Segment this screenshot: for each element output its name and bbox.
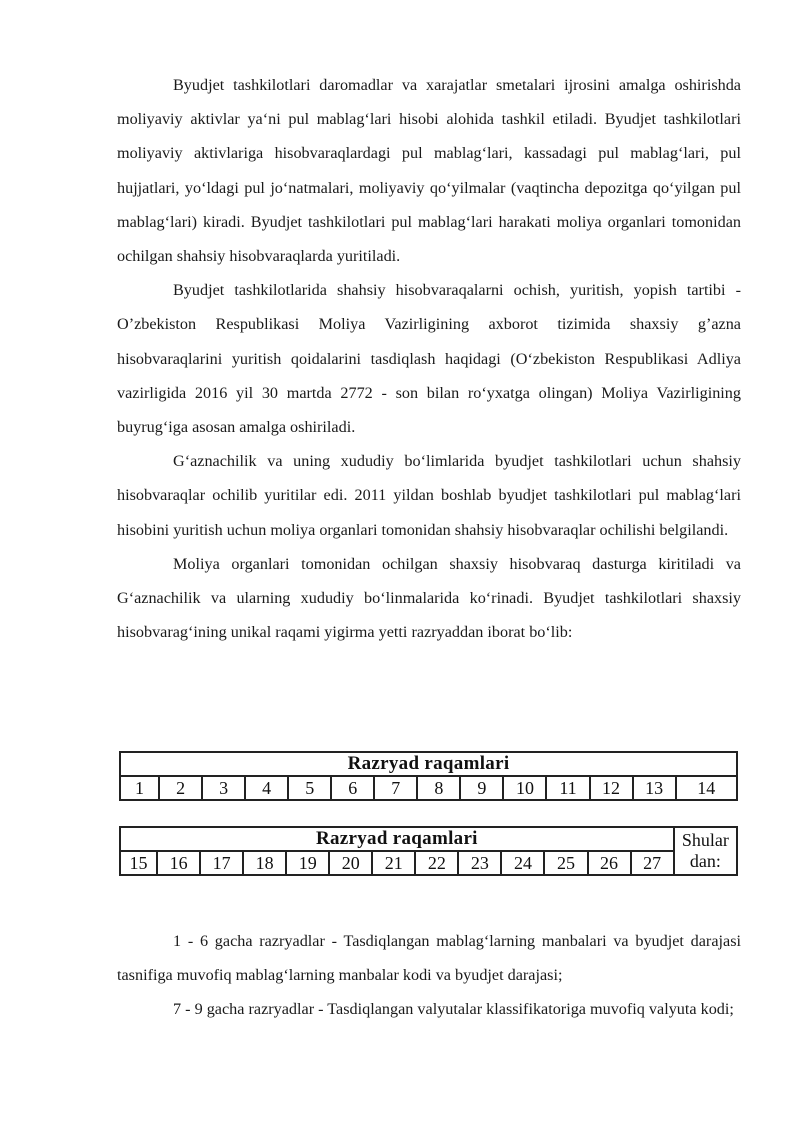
table-header: Razryad raqamlari <box>120 827 674 851</box>
digit-cell: 9 <box>460 776 503 800</box>
side-label-line2: dan: <box>689 851 721 871</box>
digit-cell: 25 <box>544 851 587 875</box>
digit-cell: 13 <box>633 776 676 800</box>
digit-cell: 14 <box>676 776 737 800</box>
document-body <box>117 68 741 649</box>
digit-cell: 26 <box>588 851 631 875</box>
paragraph: Byudjet tashkilotlarida shahsiy hisobvaraqalarni ochish, yuritish, yopish tartibi - O’zbekiston Respublikasi Moliya Vazirligining axborot tizimida shaxsiy g’azna hisobvaraqlarini yuritish qoidalarini tasdiqlash haqidagi (O‘zbekiston Respublikasi Adliya vazirligida 2016 yil 30 martda 2772 - son bilan ro‘yxatga olingan) Moliya Vazirligining buyrug‘iga asosan amalga oshiriladi. <box>117 281 741 437</box>
digit-cell: 17 <box>200 851 243 875</box>
digit-table-1 <box>119 751 738 801</box>
digit-cell: 3 <box>202 776 245 800</box>
digit-cell: 24 <box>501 851 544 875</box>
digit-cell: 2 <box>159 776 202 800</box>
digit-cell: 11 <box>546 776 589 800</box>
digit-table-2 <box>119 826 738 876</box>
digit-cell: 21 <box>372 851 415 875</box>
digit-cell: 12 <box>590 776 633 800</box>
digit-cell: 6 <box>331 776 374 800</box>
digit-cell: 19 <box>286 851 329 875</box>
digit-cell: 1 <box>120 776 159 800</box>
digit-cell: 5 <box>288 776 331 800</box>
digit-cell: 7 <box>374 776 417 800</box>
side-label-line1: Shular <box>681 830 729 850</box>
paragraph: Moliya organlari tomonidan ochilgan shaxsiy hisobvaraq dasturga kiritiladi va G‘aznachilik va ularning xududiy bo‘linmalarida ko‘rinadi. Byudjet tashkilotlari shaxsiy hisobvarag‘ining unikal raqami yigirma yetti razryaddan iborat bo‘lib: <box>117 554 741 642</box>
table-header: Razryad raqamlari <box>120 752 737 776</box>
digit-cell: 23 <box>458 851 501 875</box>
paragraph: G‘aznachilik va uning xududiy bo‘limlarida byudjet tashkilotlari uchun shahsiy hisobvaraqlar ochilib yuritilar edi. 2011 yildan boshlab byudjet tashkilotlari pul mablag‘lari hisobini yuritish uchun moliya organlari tomonidan shahsiy hisobvaraqlar ochilishi belgilandi. <box>117 452 741 539</box>
digit-cell: 20 <box>329 851 372 875</box>
paragraph: 7 - 9 gacha razryadlar - Tasdiqlangan valyutalar klassifikatoriga muvofiq valyuta kodi; <box>173 1000 734 1019</box>
digit-cell: 22 <box>415 851 458 875</box>
digit-cell: 8 <box>417 776 460 800</box>
digit-cell: 18 <box>243 851 286 875</box>
digit-cell: 10 <box>503 776 546 800</box>
side-label-cell <box>674 827 737 875</box>
digit-cell: 16 <box>157 851 200 875</box>
digit-cell: 15 <box>120 851 157 875</box>
document-body-lower <box>117 924 741 1027</box>
paragraph: Byudjet tashkilotlari daromadlar va xarajatlar smetalari ijrosini amalga oshirishda moliyaviy aktivlar ya‘ni pul mablag‘lari hisobi alohida tashkil etiladi. Byudjet tashkilotlari moliyaviy aktivlariga hisobvaraqlardagi pul mablag‘lari, kassadagi pul mablag‘lari, pul hujjatlari, yo‘ldagi pul jo‘natmalari, moliyaviy qo‘yilmalar (vaqtincha depozitga qo‘yilgan pul mablag‘lari) kiradi. Byudjet tashkilotlari pul mablag‘lari harakati moliya organlari tomonidan ochilgan shahsiy hisobvaraqlarda yuritiladi. <box>117 76 741 266</box>
digit-cell: 27 <box>631 851 674 875</box>
digit-cell: 4 <box>245 776 288 800</box>
paragraph: 1 - 6 gacha razryadlar - Tasdiqlangan mablag‘larning manbalari va byudjet darajasi tasnifiga muvofiq mablag‘larning manbalar kodi va byudjet darajasi; <box>117 932 741 985</box>
